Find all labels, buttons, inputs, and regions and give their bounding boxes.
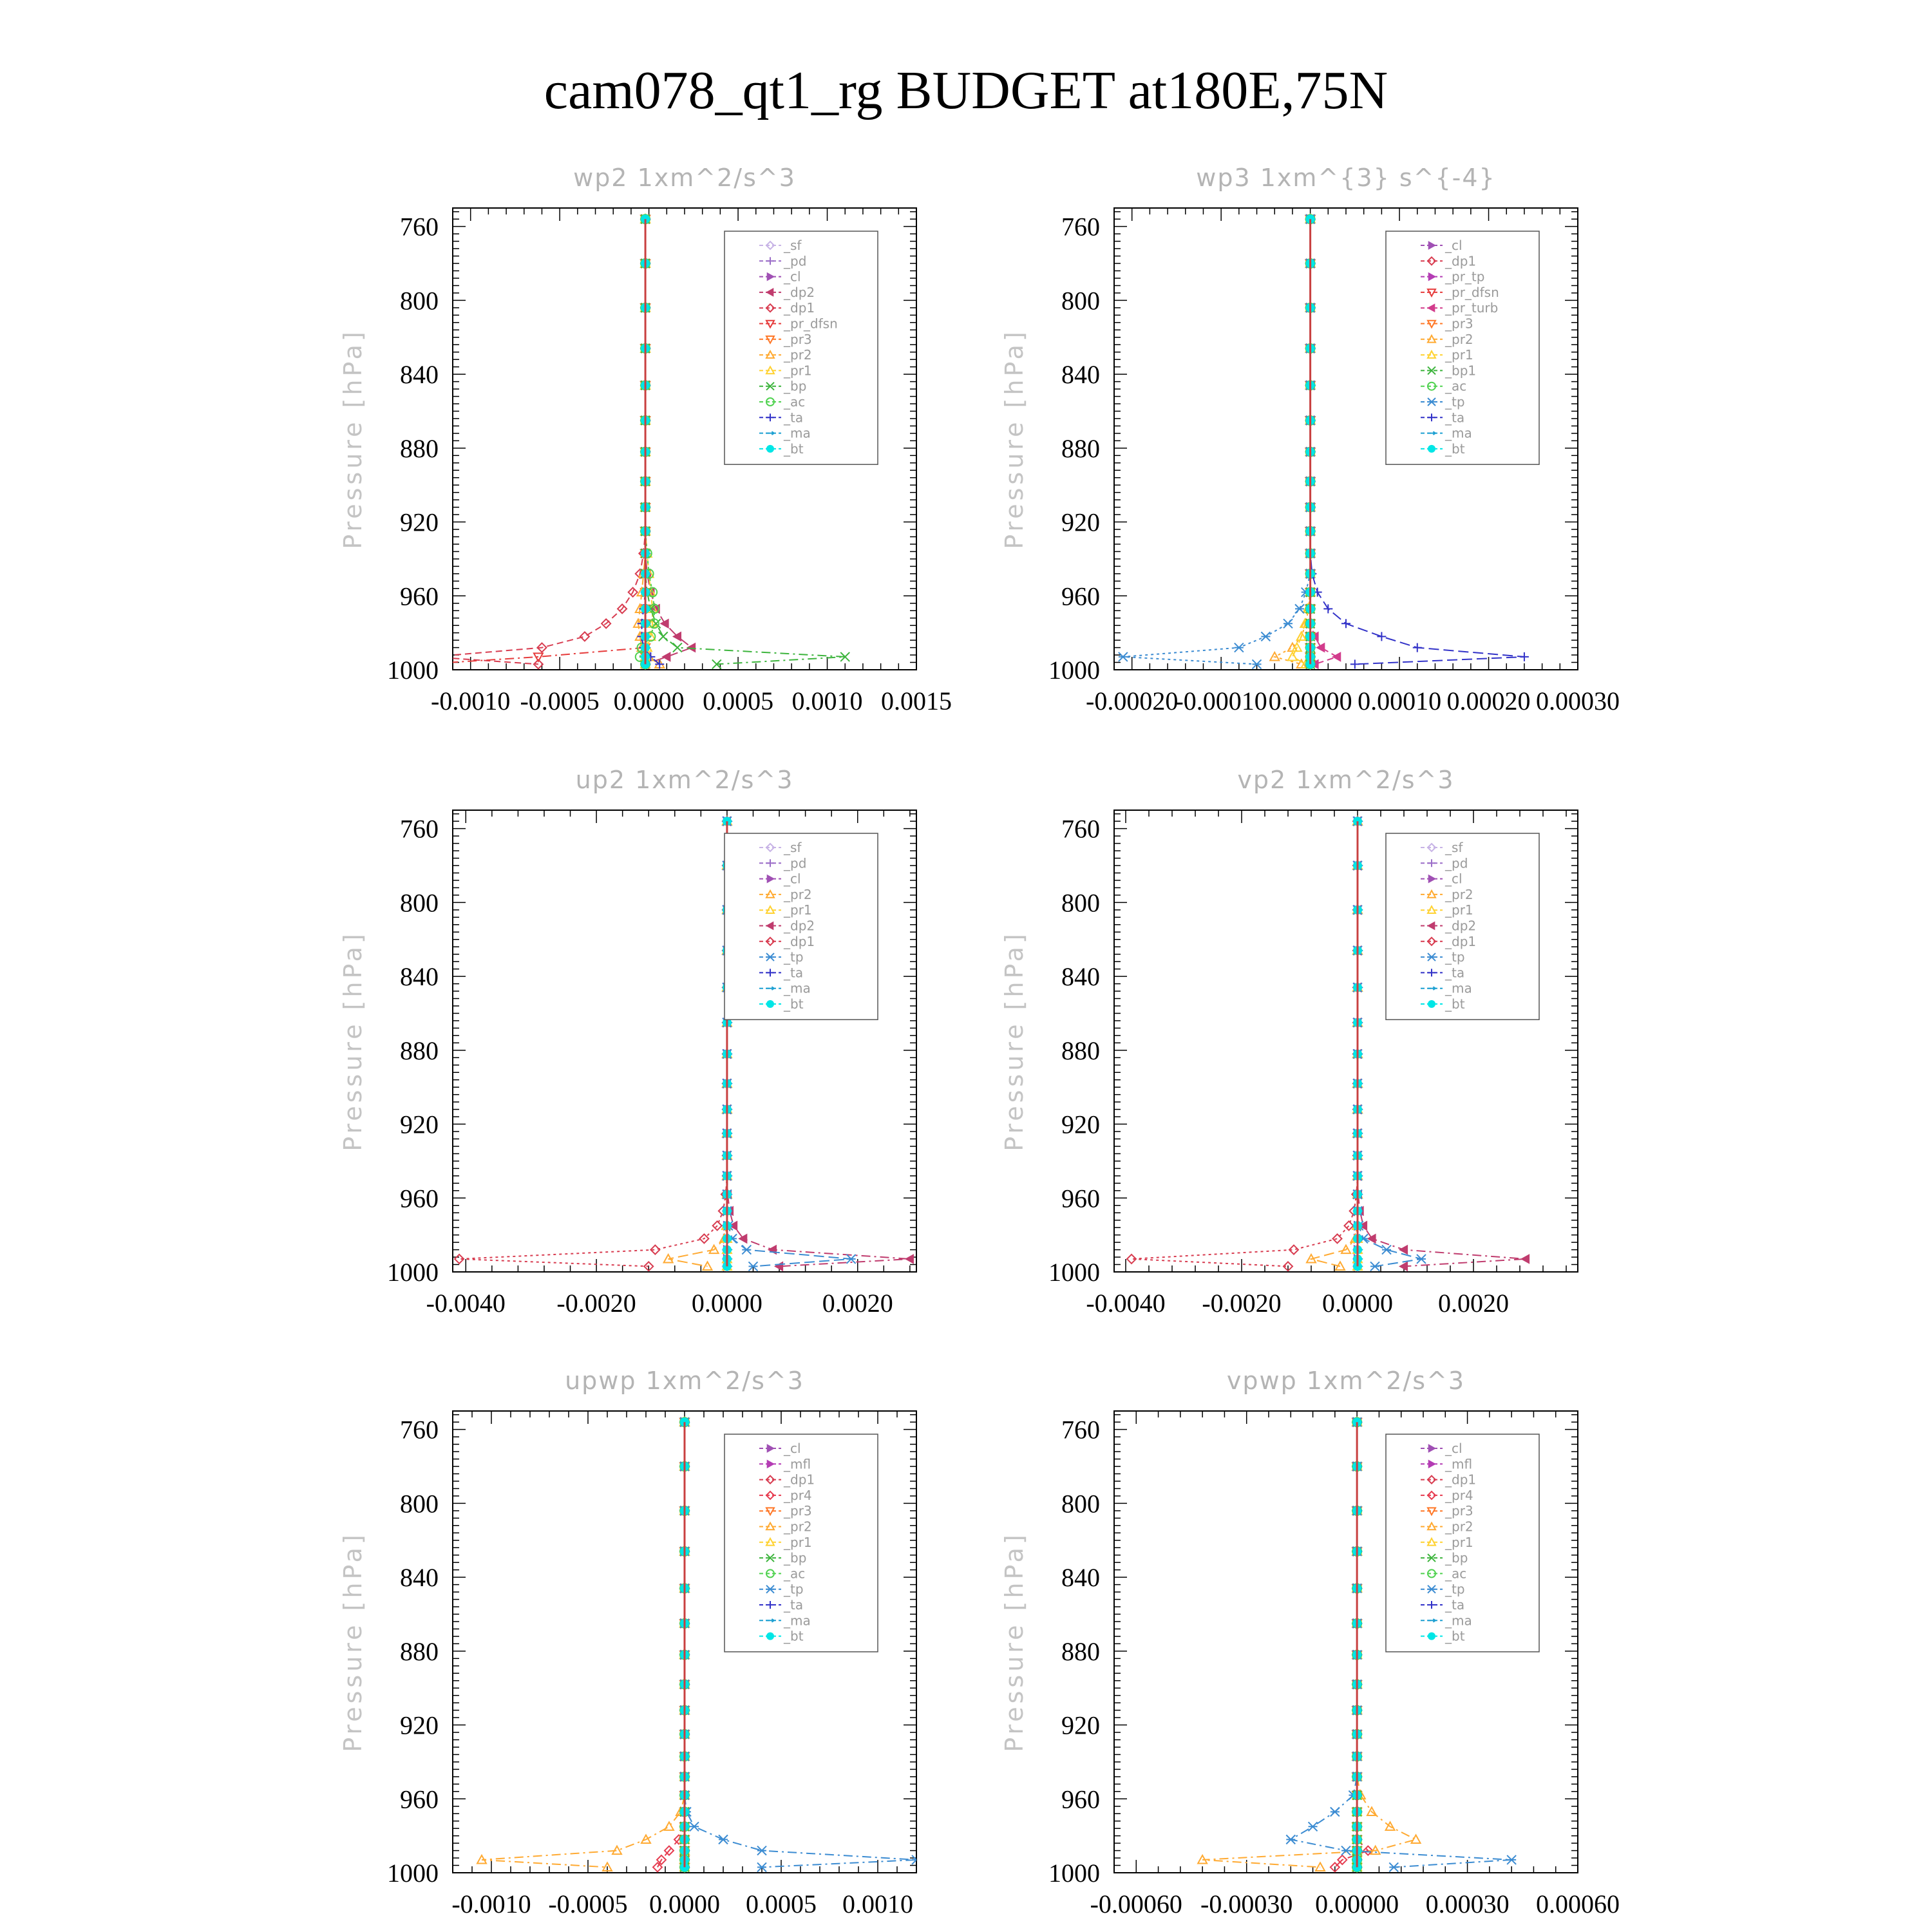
- series-dp1: [427, 214, 650, 668]
- data-point: [1417, 1255, 1426, 1264]
- x-tick-label: -0.0020: [1202, 1289, 1282, 1318]
- data-point: [1235, 643, 1244, 652]
- x-tick-label: 0.00060: [1536, 1889, 1620, 1918]
- legend-label: _cl: [784, 871, 801, 887]
- y-tick-label: 840: [1061, 360, 1100, 390]
- series-ta: [638, 214, 665, 668]
- legend-label: _dp2: [784, 284, 815, 300]
- x-tick-label: -0.00010: [1175, 687, 1267, 715]
- panel-4: [1000, 766, 1578, 1318]
- series-line: [1335, 1422, 1368, 1867]
- data-point: [1286, 1835, 1295, 1844]
- data-point: [1377, 632, 1386, 641]
- legend-label: _pr3: [784, 1503, 812, 1519]
- legend-label: _pr2: [784, 886, 812, 902]
- y-tick-label: 760: [400, 1415, 439, 1444]
- legend-label: _ta: [784, 1597, 804, 1613]
- legend-label: _pr4: [784, 1487, 812, 1503]
- y-tick-label: 960: [1061, 1785, 1100, 1814]
- y-tick-label: 920: [400, 1110, 439, 1139]
- x-tick-label: 0.00000: [1315, 1889, 1399, 1918]
- data-point: [1399, 1245, 1408, 1255]
- series-line: [1311, 821, 1358, 1266]
- legend-label: _bt: [784, 996, 804, 1012]
- data-point: [1119, 652, 1128, 661]
- legend-label: _pr1: [1445, 1534, 1473, 1550]
- legend-label: _cl: [784, 1441, 801, 1456]
- data-point: [1412, 1835, 1421, 1843]
- series-tp: [1119, 214, 1315, 668]
- legend-label: _pd: [784, 855, 807, 871]
- series-line: [1132, 821, 1358, 1266]
- data-point: [580, 632, 589, 641]
- data-point: [662, 652, 670, 661]
- x-tick-label: 0.00020: [1446, 687, 1531, 715]
- legend-label: _dp1: [784, 1472, 815, 1488]
- data-point: [1341, 619, 1350, 628]
- y-tick-label: 760: [1061, 212, 1100, 242]
- data-point: [905, 1255, 914, 1264]
- panel-title: up2 1xm^2/s^3: [575, 766, 794, 794]
- legend: [1386, 231, 1539, 464]
- legend-label: _pr4: [1445, 1487, 1473, 1503]
- series-line: [1311, 219, 1338, 664]
- data-point: [690, 1822, 699, 1831]
- y-tick-label: 760: [400, 814, 439, 844]
- x-tick-label: -0.00060: [1090, 1889, 1182, 1918]
- y-tick-label: 840: [1061, 1563, 1100, 1593]
- data-point: [1370, 1262, 1379, 1271]
- legend-label: _ma: [1445, 1613, 1472, 1629]
- x-tick-label: -0.0040: [426, 1289, 506, 1318]
- data-point: [1309, 1822, 1318, 1831]
- legend-label: _ac: [1445, 1566, 1467, 1582]
- legend-label: _ac: [784, 1566, 806, 1582]
- legend-label: _ma: [1445, 425, 1472, 441]
- legend-label: _pr1: [784, 902, 812, 918]
- y-tick-label: 800: [400, 1489, 439, 1519]
- legend-label: _mfl: [784, 1456, 811, 1472]
- legend-label: _bt: [784, 1628, 804, 1644]
- x-tick-label: 0.0010: [842, 1889, 913, 1918]
- data-point: [661, 619, 669, 628]
- x-tick-label: 0.00030: [1536, 687, 1620, 715]
- series-line: [1293, 219, 1311, 664]
- x-tick-label: 0.0010: [791, 687, 863, 715]
- data-point: [1332, 652, 1341, 661]
- legend-label: _cl: [784, 269, 801, 285]
- y-tick-label: 960: [1061, 1184, 1100, 1213]
- y-tick-label: 800: [1061, 888, 1100, 918]
- legend-label: _tp: [784, 949, 804, 965]
- y-tick-label: 840: [1061, 962, 1100, 992]
- y-tick-label: 880: [1061, 1036, 1100, 1065]
- legend-label: _bp: [784, 1550, 807, 1566]
- y-tick-label: 760: [400, 212, 439, 242]
- y-tick-label: 880: [400, 1036, 439, 1065]
- y-tick-label: 800: [1061, 286, 1100, 316]
- legend-label: _dp2: [784, 918, 815, 934]
- data-point: [1261, 632, 1270, 641]
- y-axis-label: Pressure [hPa]: [339, 328, 367, 549]
- figure-title: cam078_qt1_rg BUDGET at180E,75N: [544, 61, 1388, 120]
- panel-6: [1000, 1367, 1620, 1918]
- legend-label: _pr1: [1445, 902, 1473, 918]
- data-point: [1295, 604, 1304, 613]
- panel-2: [1000, 164, 1620, 715]
- data-point: [1350, 659, 1359, 668]
- legend-label: _pd: [784, 253, 807, 269]
- y-tick-label: 1000: [387, 1258, 439, 1287]
- y-tick-label: 920: [400, 1710, 439, 1740]
- y-tick-label: 800: [1061, 1489, 1100, 1519]
- series-line: [1202, 1422, 1416, 1867]
- legend-label: _bt: [784, 440, 804, 457]
- y-tick-label: 800: [400, 888, 439, 918]
- y-tick-label: 920: [1061, 507, 1100, 537]
- legend-label: _pr2: [784, 347, 812, 363]
- x-tick-label: -0.00020: [1086, 687, 1179, 715]
- y-tick-label: 1000: [387, 1859, 439, 1888]
- legend-label: _bt: [1445, 440, 1465, 457]
- data-point: [1316, 643, 1325, 652]
- panel-title: wp2 1xm^2/s^3: [573, 164, 796, 192]
- series-dp1: [1127, 817, 1362, 1271]
- series-ac: [636, 214, 659, 668]
- legend-label: _tp: [1445, 949, 1465, 965]
- legend-label: _sf: [784, 238, 802, 253]
- y-axis-label: Pressure [hPa]: [1000, 931, 1028, 1151]
- y-axis-label: Pressure [hPa]: [339, 1531, 367, 1752]
- y-tick-label: 840: [400, 1563, 439, 1593]
- data-point: [742, 1245, 751, 1255]
- y-tick-label: 800: [400, 286, 439, 316]
- legend-label: _bp: [784, 378, 807, 394]
- legend-label: _pr3: [784, 331, 812, 347]
- y-tick-label: 760: [1061, 814, 1100, 844]
- legend-label: _bp1: [1445, 363, 1477, 379]
- legend-label: _sf: [1445, 840, 1463, 855]
- legend-label: _ma: [1445, 980, 1472, 996]
- y-tick-label: 1000: [1048, 656, 1100, 685]
- data-point: [1507, 1855, 1516, 1864]
- legend-label: _dp1: [784, 933, 815, 949]
- y-tick-label: 880: [1061, 433, 1100, 463]
- legend-label: _dp1: [1445, 933, 1477, 949]
- series-line: [1123, 219, 1311, 664]
- series-line: [482, 1422, 685, 1867]
- series-line: [1274, 219, 1310, 664]
- y-tick-label: 960: [400, 1184, 439, 1213]
- panel-title: vp2 1xm^2/s^3: [1237, 766, 1455, 794]
- data-point: [1331, 1807, 1340, 1816]
- legend-label: _ma: [784, 980, 811, 996]
- x-tick-label: 0.0000: [649, 1889, 720, 1918]
- series-pr4: [1331, 1417, 1372, 1871]
- y-tick-label: 920: [1061, 1110, 1100, 1139]
- x-tick-label: -0.0020: [556, 1289, 636, 1318]
- y-axis-label: Pressure [hPa]: [1000, 328, 1028, 549]
- y-tick-label: 880: [400, 1636, 439, 1666]
- data-point: [1283, 619, 1293, 628]
- y-axis-label: Pressure [hPa]: [339, 931, 367, 1151]
- data-point: [1288, 652, 1297, 661]
- panel-title: upwp 1xm^2/s^3: [565, 1367, 804, 1395]
- data-point: [1520, 652, 1529, 661]
- y-tick-label: 960: [1061, 582, 1100, 611]
- data-point: [1389, 1862, 1398, 1871]
- series-line: [658, 1422, 685, 1867]
- legend-label: _pr_dfsn: [784, 316, 838, 332]
- y-tick-label: 960: [400, 1785, 439, 1814]
- legend-label: _pr_turb: [1445, 300, 1499, 316]
- data-point: [739, 1234, 747, 1243]
- y-tick-label: 920: [1061, 1710, 1100, 1740]
- x-tick-label: -0.00030: [1200, 1889, 1293, 1918]
- data-point: [757, 1846, 766, 1855]
- y-tick-label: 880: [1061, 1636, 1100, 1666]
- legend-label: _bp: [1445, 1550, 1468, 1566]
- legend-label: _pr1: [784, 1534, 812, 1550]
- data-point: [719, 1835, 728, 1844]
- panel-title: wp3 1xm^{3} s^{-4}: [1196, 164, 1496, 192]
- legend: [724, 1434, 878, 1652]
- legend-label: _pr1: [1445, 347, 1473, 363]
- x-tick-label: 0.0020: [822, 1289, 893, 1318]
- data-point: [1413, 643, 1422, 652]
- x-tick-label: 0.0000: [691, 1289, 762, 1318]
- legend-label: _cl: [1445, 1441, 1463, 1456]
- series-line: [431, 219, 645, 664]
- legend-label: _ac: [784, 394, 806, 410]
- series-pr2: [477, 1417, 689, 1871]
- legend: [1386, 833, 1539, 1019]
- data-point: [612, 1846, 621, 1855]
- legend-label: _bt: [1445, 1628, 1465, 1644]
- panel-3: [339, 766, 916, 1318]
- legend-label: _pr3: [1445, 316, 1473, 332]
- x-tick-label: -0.0010: [431, 687, 511, 715]
- legend: [1386, 1434, 1539, 1652]
- series-pr2: [664, 817, 732, 1270]
- legend-label: _pr2: [1445, 331, 1473, 347]
- y-axis-label: Pressure [hPa]: [1000, 1531, 1028, 1752]
- legend-label: _ta: [1445, 965, 1465, 981]
- y-tick-label: 840: [400, 962, 439, 992]
- legend-label: _cl: [1445, 238, 1463, 253]
- legend-label: _pr_tp: [1445, 269, 1485, 285]
- legend-label: _ta: [1445, 1597, 1465, 1613]
- y-tick-label: 760: [1061, 1415, 1100, 1444]
- data-point: [1382, 1245, 1391, 1255]
- series-line: [459, 821, 727, 1266]
- x-tick-label: 0.00030: [1425, 1889, 1510, 1918]
- legend-label: _tp: [784, 1581, 804, 1597]
- legend-label: _pr_dfsn: [1445, 284, 1499, 300]
- legend-label: _dp1: [784, 300, 815, 316]
- series-line: [645, 219, 692, 664]
- legend-label: _dp2: [1445, 918, 1477, 934]
- legend-label: _pd: [1445, 855, 1468, 871]
- legend-label: _dp1: [1445, 253, 1477, 269]
- data-point: [1521, 1255, 1530, 1264]
- legend: [724, 833, 878, 1019]
- x-tick-label: 0.00010: [1358, 687, 1442, 715]
- series-line: [668, 821, 727, 1266]
- y-tick-label: 1000: [1048, 1859, 1100, 1888]
- data-point: [659, 632, 668, 641]
- y-tick-label: 840: [400, 360, 439, 390]
- legend-label: _mfl: [1445, 1456, 1473, 1472]
- legend-label: _cl: [1445, 871, 1463, 887]
- legend-label: _ma: [784, 425, 811, 441]
- legend-label: _sf: [784, 840, 802, 855]
- legend-label: _ma: [784, 1613, 811, 1629]
- x-tick-label: -0.0010: [451, 1889, 531, 1918]
- x-tick-label: -0.0040: [1086, 1289, 1166, 1318]
- legend-label: _ta: [784, 965, 804, 981]
- panels: [339, 164, 1620, 1918]
- legend-label: _pr2: [1445, 886, 1473, 902]
- y-tick-label: 880: [400, 433, 439, 463]
- data-point: [1341, 1846, 1350, 1855]
- x-tick-label: 0.0000: [613, 687, 685, 715]
- data-point: [665, 1822, 674, 1830]
- series-dp1: [455, 817, 732, 1271]
- y-tick-label: 960: [400, 582, 439, 611]
- panel-1: [339, 164, 952, 715]
- legend-label: _pr2: [1445, 1519, 1473, 1535]
- x-tick-label: -0.0005: [548, 1889, 628, 1918]
- y-tick-label: 1000: [1048, 1258, 1100, 1287]
- legend-label: _pr2: [784, 1519, 812, 1535]
- x-tick-label: 0.0005: [703, 687, 774, 715]
- panel-5: [339, 1367, 921, 1918]
- y-tick-label: 920: [400, 507, 439, 537]
- panel-title: vpwp 1xm^2/s^3: [1226, 1367, 1466, 1395]
- legend-label: _pr3: [1445, 1503, 1473, 1519]
- legend-label: _ta: [1445, 410, 1465, 426]
- legend-label: _tp: [1445, 1581, 1465, 1597]
- x-tick-label: 0.0000: [1322, 1289, 1393, 1318]
- legend-label: _bt: [1445, 996, 1465, 1012]
- legend-label: _tp: [1445, 394, 1465, 410]
- x-tick-label: 0.0020: [1438, 1289, 1509, 1318]
- x-tick-label: -0.0005: [520, 687, 600, 715]
- series-pr2: [1307, 817, 1362, 1270]
- x-tick-label: 0.00000: [1268, 687, 1352, 715]
- legend: [724, 231, 878, 464]
- data-point: [1323, 604, 1332, 613]
- legend-label: _ac: [1445, 378, 1467, 394]
- legend-label: _pr1: [784, 363, 812, 379]
- x-tick-label: 0.0015: [881, 687, 952, 715]
- y-tick-label: 1000: [387, 656, 439, 685]
- data-point: [673, 643, 682, 652]
- legend-label: _dp1: [1445, 1472, 1477, 1488]
- series-pr2: [1270, 214, 1314, 668]
- legend-label: _ta: [784, 410, 804, 426]
- x-tick-label: 0.0005: [746, 1889, 817, 1918]
